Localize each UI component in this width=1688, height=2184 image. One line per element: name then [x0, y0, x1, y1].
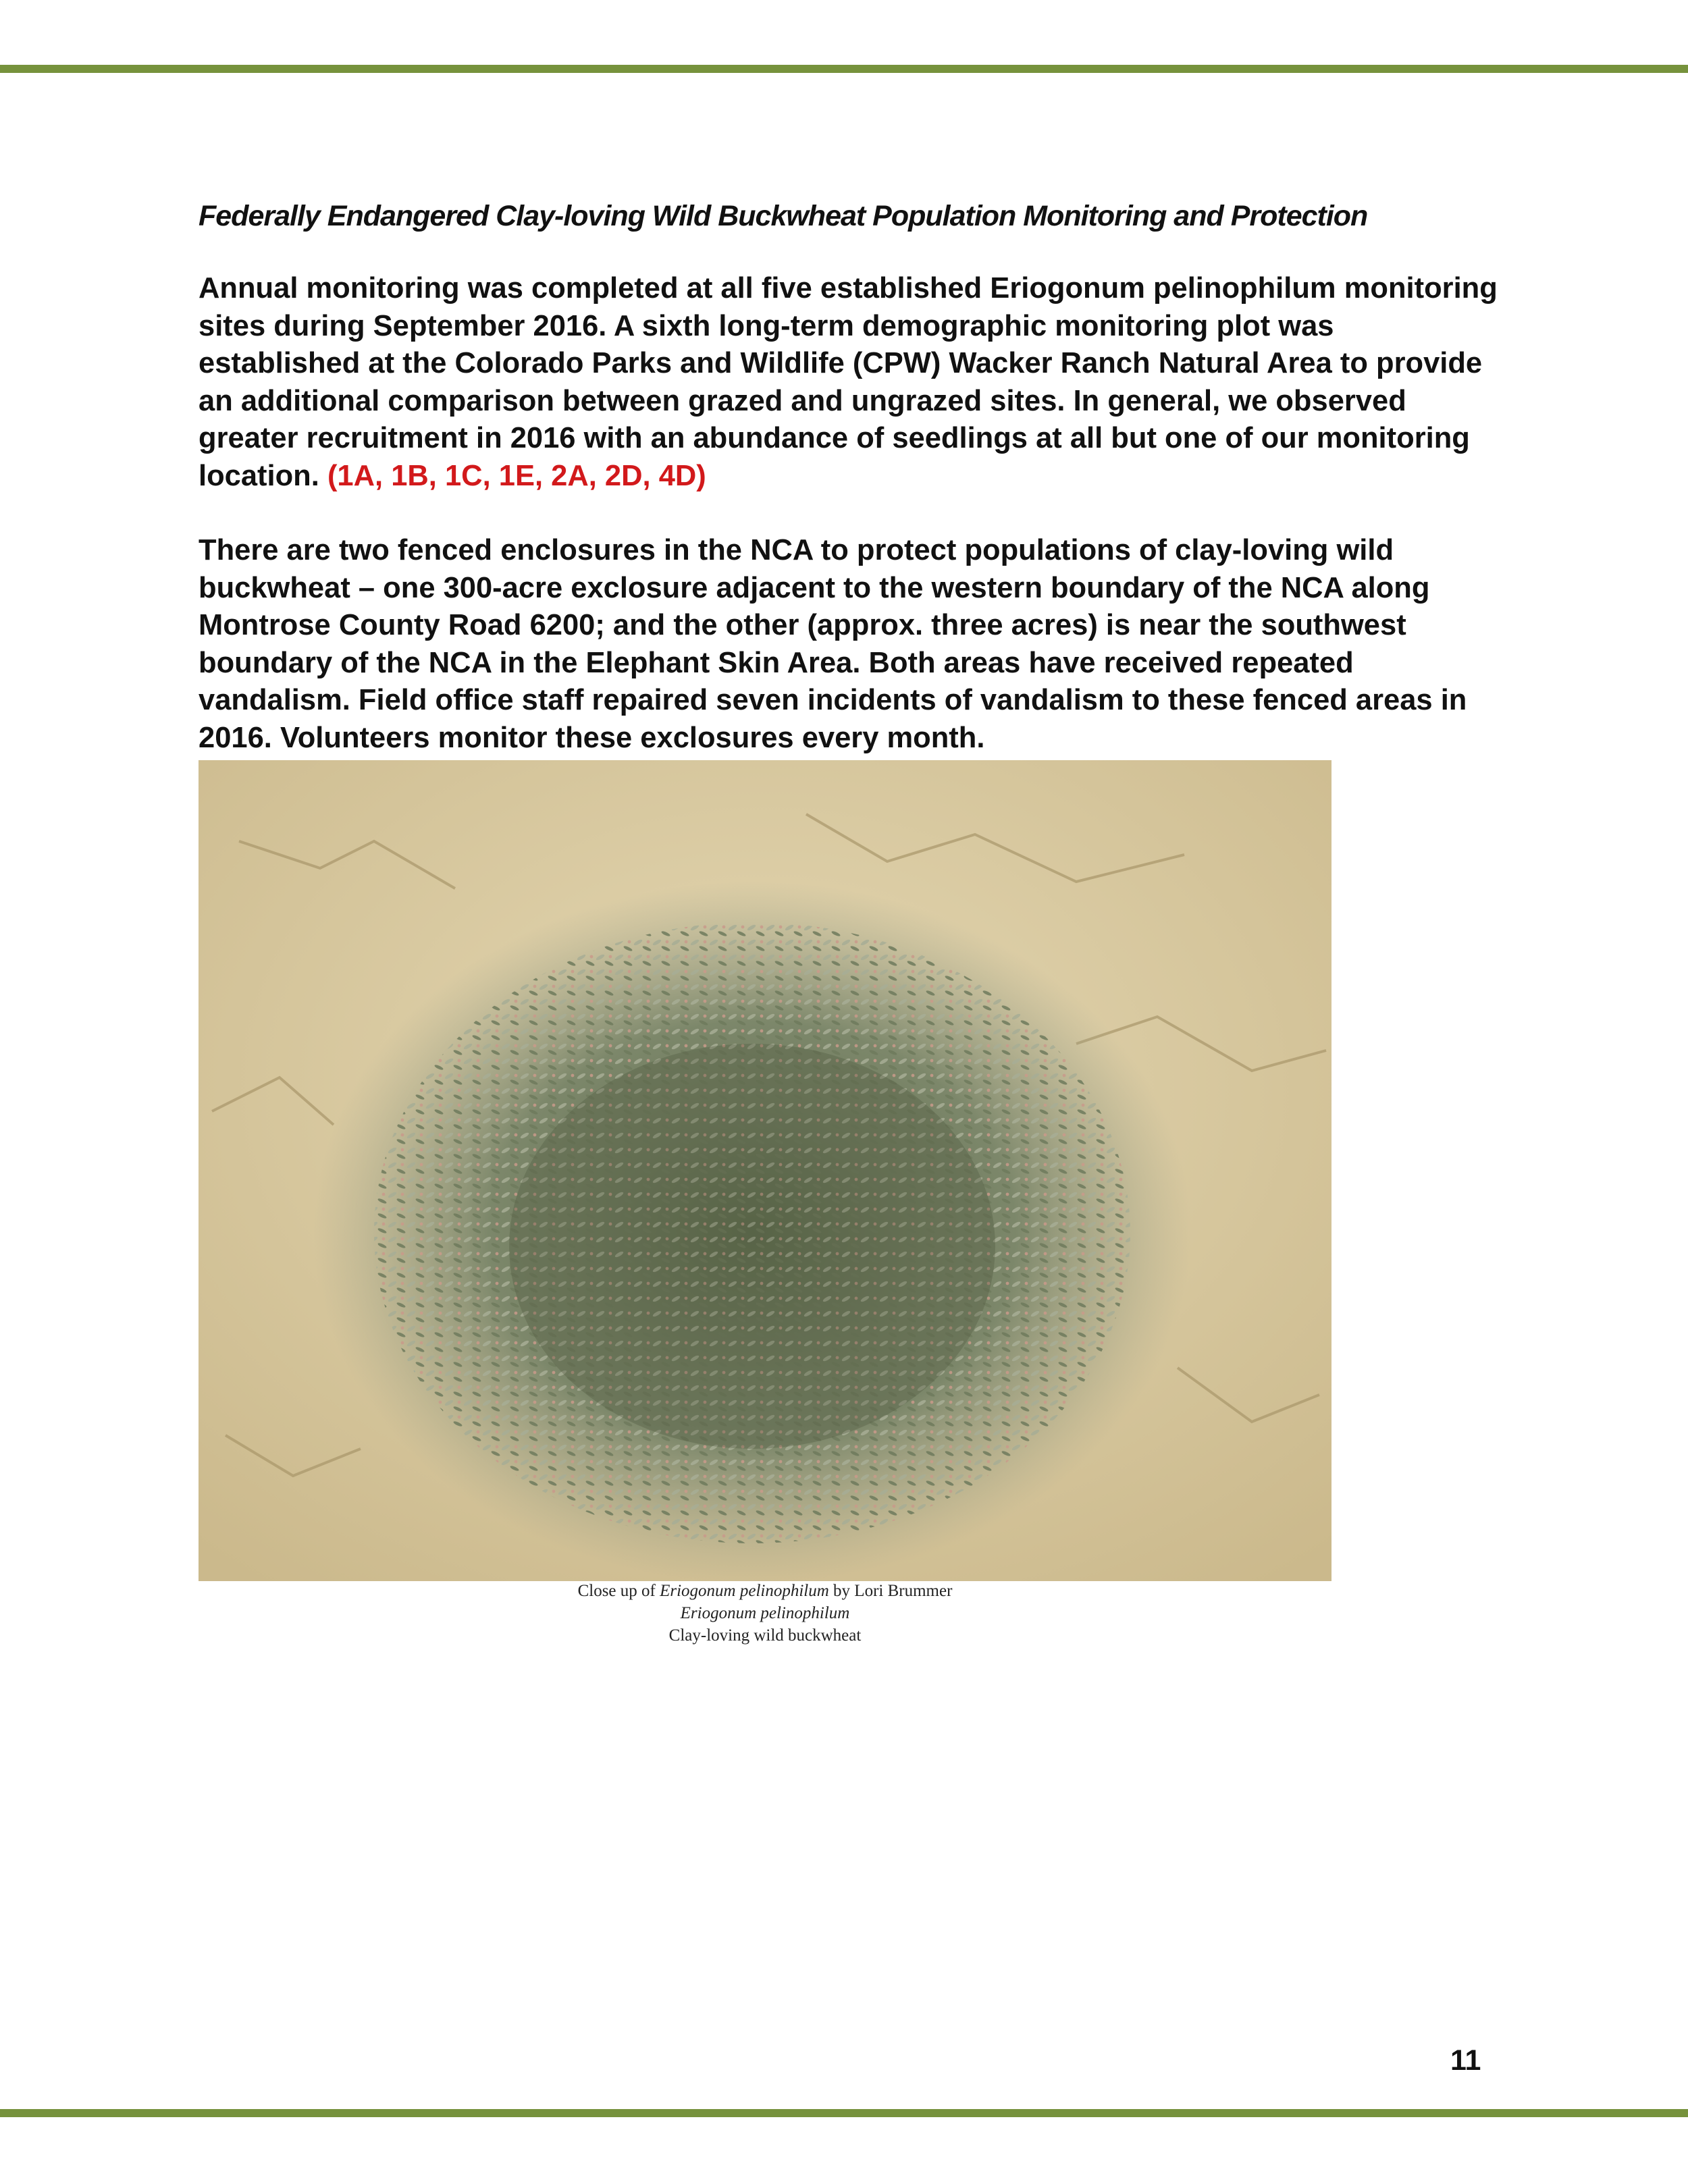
- caption-scientific-name: Eriogonum pelinophilum: [680, 1604, 850, 1622]
- photo-caption: [199, 1580, 1331, 1647]
- top-rule: [0, 65, 1688, 73]
- buckwheat-photo: [199, 760, 1331, 1581]
- caption-common-name: Clay-loving wild buckwheat: [668, 1626, 862, 1645]
- plant-photo-illustration: [199, 760, 1331, 1581]
- page-number: 11: [1450, 2044, 1481, 2077]
- monitoring-text: Annual monitoring was completed at all five established Eriogonum pelinophilum monitoring sites during September 2016. A sixth long-term demographic monitoring plot was established at the Colorado Parks and Wildlife (CPW) Wacker Ranch Natural Area to provide an additional comparison between grazed and ungrazed sites. In general, we observed greater recruitment in 2016 with an abundance of seedlings at all but one of our monitoring location.: [199, 272, 1498, 492]
- photo-references: (1A, 1B, 1C, 1E, 2A, 2D, 4D): [327, 459, 706, 492]
- monitoring-paragraph: [199, 270, 1502, 495]
- bottom-rule: [0, 2109, 1688, 2117]
- main-content: [199, 197, 1502, 757]
- section-heading: Federally Endangered Clay-loving Wild Buckwheat Population Monitoring and Protection: [199, 200, 1368, 232]
- enclosures-paragraph: There are two fenced enclosures in the NCA to protect populations of clay-loving wild buckwheat – one 300-acre exclosure adjacent to the western boundary of the NCA along Montrose County Road 6200; and the other (approx. three acres) is near the southwest boundary of the NCA in the Elephant Skin Area. Both areas have received repeated vandalism. Field office staff repaired seven incidents of vandalism to these fenced areas in 2016. Volunteers monitor these exclosures every month.: [199, 534, 1467, 754]
- caption-credit: Close up of Eriogonum pelinophilum by Lori Brummer: [577, 1582, 953, 1600]
